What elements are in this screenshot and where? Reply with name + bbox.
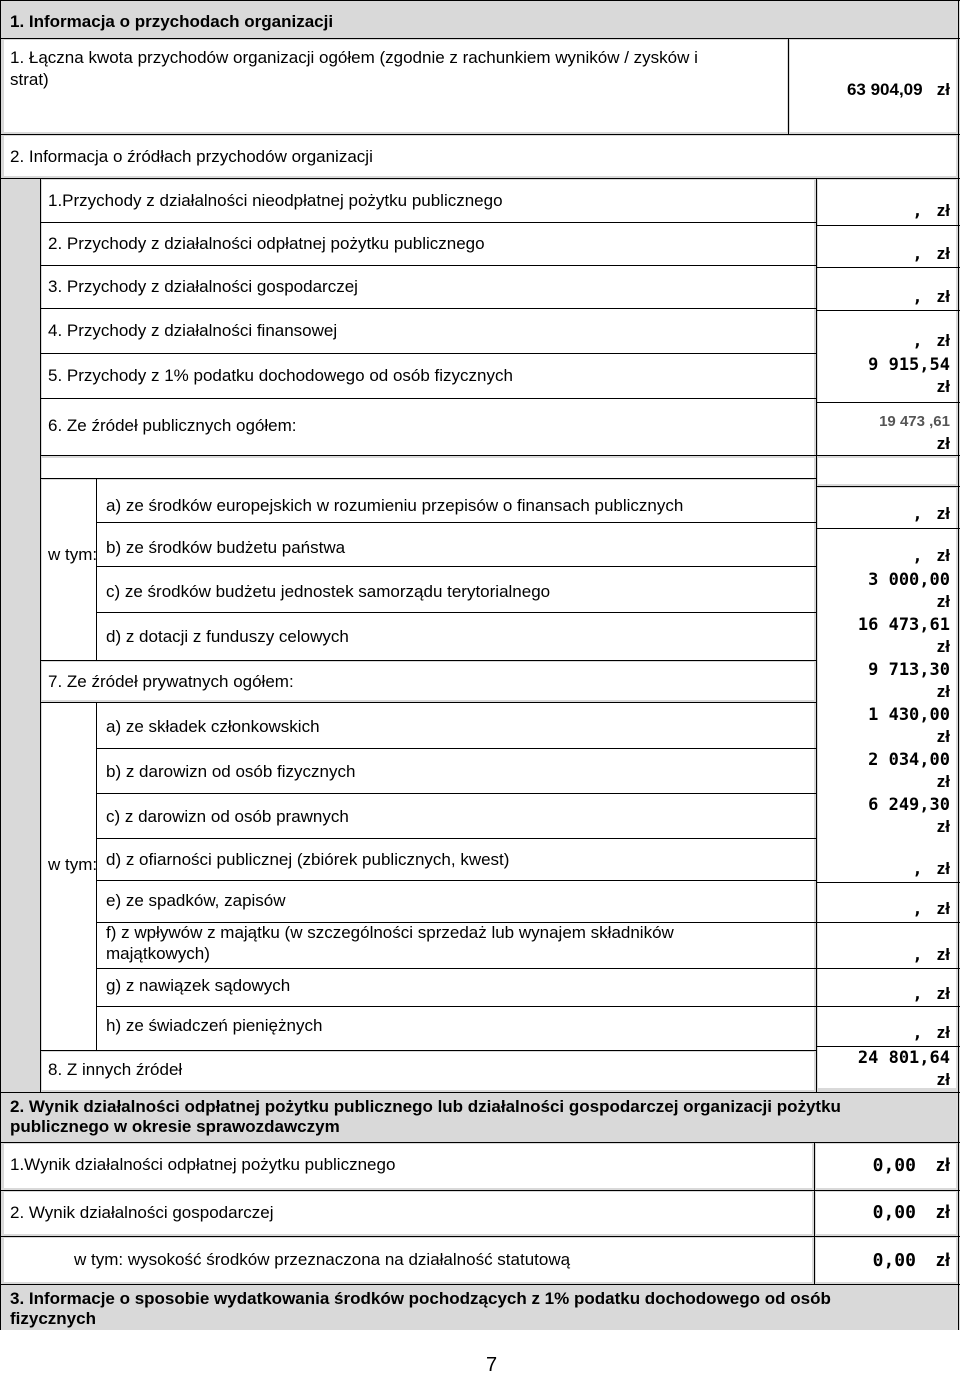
- data-field: zł: [935, 1155, 950, 1175]
- private-sub-label: a) ze składek członkowskich: [106, 717, 320, 736]
- result-value: [873, 1201, 950, 1224]
- w-tym-label: [48, 854, 97, 876]
- cell-wtym-2: [42, 702, 98, 1050]
- cell-gap: [42, 458, 814, 478]
- data-field: zł: [936, 331, 950, 350]
- rule: [788, 38, 789, 134]
- rule: [816, 968, 960, 969]
- revenue-item-value: [912, 200, 950, 222]
- rule: [814, 1142, 815, 1284]
- private-sub-value: [868, 704, 950, 748]
- total-revenue-label-cont: strat): [10, 70, 49, 89]
- data-field: w tym:: [48, 545, 98, 564]
- data-field: 24 801,64: [857, 1048, 950, 1068]
- data-field: zł: [936, 80, 950, 99]
- data-field: zł: [936, 1070, 950, 1089]
- public-sub-value: [858, 614, 950, 658]
- rule: [816, 267, 960, 268]
- result-label: 1.Wynik działalności odpłatnej pożytku publicznego: [10, 1155, 396, 1174]
- rule: [40, 455, 960, 456]
- data-field: ,: [912, 546, 923, 566]
- data-field: zł: [936, 287, 950, 306]
- data-field: ,: [912, 1023, 923, 1043]
- rule: [96, 566, 816, 567]
- rule: [96, 748, 816, 749]
- data-field: zł: [936, 1023, 950, 1042]
- data-field: 0,00: [872, 1250, 916, 1271]
- revenue-item-label: 3. Przychody z działalności gospodarczej: [48, 277, 358, 296]
- revenue-item-label: 4. Przychody z działalności finansowej: [48, 321, 338, 340]
- private-sub-value: [868, 749, 950, 793]
- rule: [0, 38, 960, 39]
- rule: [816, 402, 960, 403]
- total-revenue-label: 1. Łączna kwota przychodów organizacji ogółem (zgodnie z rachunkiem wyników / zysków i: [10, 48, 698, 67]
- public-sub-value: [868, 569, 950, 613]
- revenue-item-label: 1.Przychody z działalności nieodpłatnej pożytku publicznego: [48, 191, 503, 210]
- data-field: zł: [935, 1250, 950, 1270]
- data-field: zł: [936, 201, 950, 220]
- rule: [40, 702, 816, 703]
- data-field: 0,00: [872, 1202, 916, 1223]
- private-total-label: 7. Ze źródeł prywatnych ogółem:: [48, 672, 294, 691]
- revenue-item-label: 5. Przychody z 1% podatku dochodowego od osób fizycznych: [48, 366, 513, 385]
- sources-title: 2. Informacja o źródłach przychodów organizacji: [10, 147, 373, 166]
- result-label: 2. Wynik działalności gospodarczej: [10, 1203, 274, 1222]
- rule: [96, 522, 816, 523]
- rule: [96, 612, 816, 613]
- rule: [96, 838, 816, 839]
- rule: [816, 486, 960, 487]
- cell-gap-value: [818, 458, 956, 484]
- rule: [0, 1092, 960, 1093]
- section-2-title-cont: publicznego w okresie sprawozdawczym: [10, 1117, 340, 1136]
- rule: [0, 1236, 960, 1237]
- data-field: 2 034,00: [868, 750, 950, 770]
- private-sub-value: [912, 944, 950, 966]
- section-1-title: 1. Informacja o przychodach organizacji: [10, 12, 334, 31]
- rule: [40, 222, 816, 223]
- w-tym-label: [48, 544, 97, 566]
- rule: [40, 353, 816, 354]
- data-field: ,: [912, 899, 923, 919]
- rule: [40, 478, 816, 479]
- private-sub-value: [912, 1022, 950, 1044]
- data-field: w tym:: [48, 855, 98, 874]
- revenue-item-value: [912, 330, 950, 352]
- data-field: ,: [912, 984, 923, 1004]
- section-2-title: 2. Wynik działalności odpłatnej pożytku publicznego lub działalności gospodarczej organizacji pożytku: [10, 1097, 841, 1116]
- border-top: [0, 0, 960, 1]
- data-field: 9 713,30: [868, 660, 950, 680]
- data-field: 9 915,54: [868, 355, 950, 375]
- rule: [40, 398, 816, 399]
- rule: [40, 308, 816, 309]
- rule: [40, 660, 816, 661]
- rule: [0, 134, 960, 135]
- rule: [816, 882, 960, 883]
- data-field: zł: [935, 1202, 950, 1222]
- private-sub-label: e) ze spadków, zapisów: [106, 891, 286, 910]
- data-field: zł: [936, 592, 950, 611]
- rule: [96, 478, 97, 660]
- data-field: 0,00: [872, 1155, 916, 1176]
- public-sub-label: c) ze środków budżetu jednostek samorządu terytorialnego: [106, 582, 551, 601]
- rule: [96, 880, 816, 881]
- data-field: ,: [912, 859, 923, 879]
- data-field: zł: [936, 772, 950, 791]
- data-field: ,: [912, 945, 923, 965]
- data-field: zł: [936, 434, 950, 453]
- result-label: w tym: wysokość środków przeznaczona na działalność statutową: [74, 1250, 571, 1269]
- private-total-value: [868, 659, 950, 703]
- revenue-item-value: [879, 410, 950, 455]
- revenue-item-value: [868, 354, 950, 398]
- rule: [96, 968, 816, 969]
- revenue-item-value: [912, 286, 950, 308]
- public-sub-label: d) z dotacji z funduszy celowych: [106, 627, 349, 646]
- rule: [816, 1006, 960, 1007]
- data-field: zł: [936, 637, 950, 656]
- rule: [816, 922, 960, 923]
- data-field: zł: [936, 377, 950, 396]
- data-field: zł: [936, 859, 950, 878]
- data-field: zł: [936, 727, 950, 746]
- data-field: 19 473 ,61: [879, 413, 950, 430]
- other-sources-value: [858, 1047, 950, 1091]
- public-sub-value: [912, 503, 950, 525]
- rule: [96, 702, 97, 1050]
- private-sub-label-cont: majątkowych): [106, 944, 210, 963]
- public-sub-value: [912, 545, 950, 567]
- page-number: 7: [486, 1354, 498, 1376]
- rule: [0, 1284, 960, 1285]
- private-sub-value: [868, 794, 950, 838]
- section-3-title-cont: fizycznych: [10, 1309, 96, 1328]
- private-sub-value: [912, 858, 950, 880]
- private-sub-label: b) z darowizn od osób fizycznych: [106, 762, 356, 781]
- border-right: [958, 0, 959, 1330]
- data-field: zł: [936, 984, 950, 1003]
- private-sub-value: [912, 898, 950, 920]
- private-sub-label: c) z darowizn od osób prawnych: [106, 807, 349, 826]
- data-field: zł: [936, 682, 950, 701]
- rule: [816, 310, 960, 311]
- private-sub-label: f) z wpływów z majątku (w szczególności sprzedaż lub wynajem składników: [106, 923, 674, 942]
- data-field: ,: [912, 287, 923, 307]
- public-sub-label: b) ze środków budżetu państwa: [106, 538, 346, 557]
- cell-private-sub: [98, 702, 814, 1050]
- data-field: 16 473,61: [857, 615, 950, 635]
- data-field: zł: [936, 244, 950, 263]
- rule: [0, 1142, 960, 1143]
- revenue-item-value: [912, 243, 950, 265]
- result-value: [873, 1249, 950, 1272]
- data-field: 63 904,09: [846, 80, 923, 99]
- rule: [816, 225, 960, 226]
- total-revenue-value: [847, 79, 950, 101]
- rule: [40, 178, 41, 1092]
- private-sub-label: g) z nawiązek sądowych: [106, 976, 291, 995]
- data-field: ,: [912, 504, 923, 524]
- data-field: ,: [912, 331, 923, 351]
- data-field: zł: [936, 899, 950, 918]
- private-sub-value: [912, 983, 950, 1005]
- rule: [816, 178, 817, 1092]
- other-sources-label: 8. Z innych źródeł: [48, 1060, 183, 1079]
- data-field: zł: [936, 945, 950, 964]
- revenue-item-label: 6. Ze źródeł publicznych ogółem:: [48, 416, 297, 435]
- private-sub-label: d) z ofiarności publicznej (zbiórek publicznych, kwest): [106, 850, 510, 869]
- data-field: zł: [936, 817, 950, 836]
- rule: [96, 1006, 816, 1007]
- cell-wtym-1: [42, 480, 98, 660]
- data-field: 6 249,30: [868, 795, 950, 815]
- data-field: ,: [912, 201, 923, 221]
- data-field: 1 430,00: [868, 705, 950, 725]
- data-field: zł: [936, 504, 950, 523]
- result-value: [873, 1154, 950, 1177]
- rule: [816, 528, 960, 529]
- public-sub-label: a) ze środków europejskich w rozumieniu przepisów o finansach publicznych: [106, 496, 684, 515]
- rule: [96, 793, 816, 794]
- data-field: 3 000,00: [868, 570, 950, 590]
- rule: [40, 1050, 816, 1051]
- private-sub-label: h) ze świadczeń pieniężnych: [106, 1016, 323, 1035]
- data-field: zł: [936, 546, 950, 565]
- revenue-item-label: 2. Przychody z działalności odpłatnej pożytku publicznego: [48, 234, 485, 253]
- rule: [0, 1190, 960, 1191]
- rule: [40, 265, 816, 266]
- data-field: ,: [912, 244, 923, 264]
- border-left: [0, 0, 1, 1330]
- section-3-title: 3. Informacje o sposobie wydatkowania środków pochodzących z 1% podatku dochodowego od osób: [10, 1289, 831, 1308]
